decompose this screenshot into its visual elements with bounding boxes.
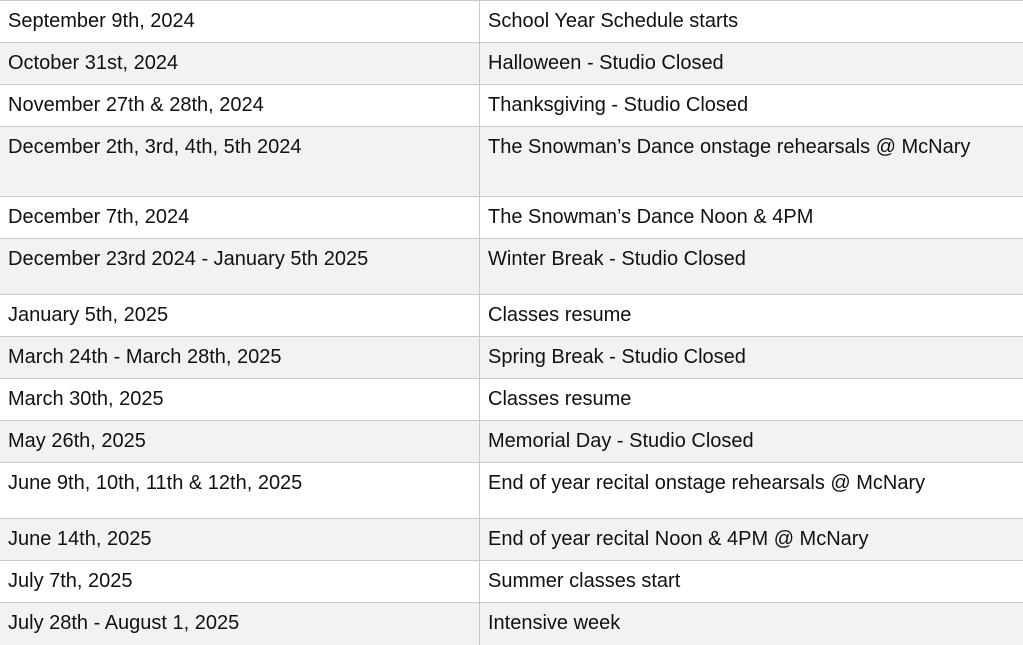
event-cell: Winter Break - Studio Closed (488, 248, 746, 270)
table-row (0, 519, 1023, 561)
event-cell: Memorial Day - Studio Closed (488, 430, 754, 452)
date-cell: June 14th, 2025 (0, 519, 480, 560)
table-row (0, 127, 1023, 197)
date-cell: March 30th, 2025 (0, 379, 480, 420)
table-row (0, 603, 1023, 645)
date-cell: June 9th, 10th, 11th & 12th, 2025 (0, 463, 480, 518)
event-cell: Thanksgiving - Studio Closed (488, 94, 749, 116)
date-cell: December 7th, 2024 (0, 197, 480, 238)
table-row (0, 337, 1023, 379)
date-cell: March 24th - March 28th, 2025 (0, 337, 480, 378)
date-cell: November 27th & 28th, 2024 (0, 85, 480, 126)
event-cell: The Snowman’s Dance onstage rehearsals @ McNary (488, 136, 971, 158)
table-row (0, 197, 1023, 239)
event-cell: End of year recital onstage rehearsals @ McNary (488, 472, 926, 494)
date-cell: October 31st, 2024 (0, 43, 480, 84)
event-cell: Intensive week (488, 612, 621, 634)
date-cell: September 9th, 2024 (0, 1, 480, 42)
date-cell: December 23rd 2024 - January 5th 2025 (0, 239, 480, 294)
table-row (0, 239, 1023, 295)
table-row (0, 421, 1023, 463)
date-cell: January 5th, 2025 (0, 295, 480, 336)
event-cell: Summer classes start (488, 570, 681, 592)
table-row (0, 43, 1023, 85)
table-row (0, 1, 1023, 43)
date-cell: July 28th - August 1, 2025 (0, 603, 480, 645)
table-row (0, 561, 1023, 603)
event-cell: Classes resume (488, 304, 632, 326)
event-cell: End of year recital Noon & 4PM @ McNary (488, 528, 869, 550)
date-cell: December 2th, 3rd, 4th, 5th 2024 (0, 127, 480, 196)
table-row (0, 463, 1023, 519)
table-row (0, 85, 1023, 127)
event-cell: The Snowman’s Dance Noon & 4PM (488, 206, 814, 228)
date-cell: May 26th, 2025 (0, 421, 480, 462)
event-cell: School Year Schedule starts (488, 10, 739, 32)
table-row (0, 379, 1023, 421)
event-cell: Halloween - Studio Closed (488, 52, 724, 74)
event-cell: Classes resume (488, 388, 632, 410)
date-cell: July 7th, 2025 (0, 561, 480, 602)
table-row (0, 295, 1023, 337)
event-cell: Spring Break - Studio Closed (488, 346, 746, 368)
